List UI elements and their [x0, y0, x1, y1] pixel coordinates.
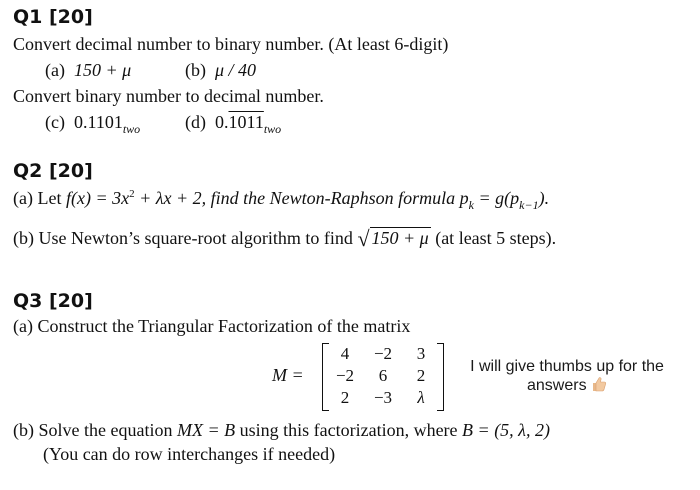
q1-part-d	[185, 112, 282, 136]
q1-header: Q1 [20]	[13, 6, 93, 28]
q1-b-label: (b)	[185, 60, 206, 80]
q1-instruction-1: Convert decimal number to binary number. (At least 6-digit)	[13, 34, 449, 54]
matrix-cell: −2	[373, 344, 393, 363]
q2-a-func: f(x) = 3x	[65, 188, 130, 208]
q1-d-subscript: two	[263, 122, 282, 136]
q2-header: Q2 [20]	[13, 160, 93, 182]
q2-a-formula-mid: = g(p	[478, 188, 520, 208]
q1-c-label: (c)	[45, 112, 65, 132]
q2-b-tail: (at least 5 steps).	[435, 228, 557, 248]
note-line-2: answers	[452, 376, 682, 395]
q2-b-text: (b) Use Newton’s square-root algorithm to find	[13, 228, 353, 248]
q2-part-b	[13, 224, 556, 250]
sqrt-expression	[357, 224, 430, 250]
q3-b-prefix: (b) Solve the equation	[13, 420, 173, 440]
matrix-label: M =	[272, 365, 304, 385]
matrix-cell: λ	[417, 388, 425, 407]
q1-a-expr: 150 + μ	[73, 60, 132, 80]
matrix-cell: 3	[416, 344, 426, 363]
q3-b-vector: B = (5, λ, 2)	[462, 420, 550, 440]
matrix-cell: 2	[340, 388, 350, 407]
q1-b-expr: μ / 40	[215, 60, 257, 80]
q2-a-sub1: k	[468, 198, 474, 212]
q2-a-rest: + λx + 2, find the Newton-Raphson formula	[139, 188, 456, 208]
matrix-right-bracket	[437, 343, 444, 411]
q2-a-formula: p	[459, 188, 469, 208]
note-line-1: I will give thumbs up for the	[470, 358, 664, 375]
q2-part-a	[13, 188, 550, 212]
q2-a-prefix: (a) Let	[13, 188, 62, 208]
q1-part-c	[45, 112, 141, 136]
thumbs-up-icon	[591, 376, 607, 392]
q1-part-b	[185, 60, 256, 81]
q3-part-b	[13, 420, 550, 441]
q2-a-exp: 2	[129, 188, 135, 200]
radical-sign: √	[357, 226, 370, 251]
q3-b-note: (You can do row interchanges if needed)	[43, 444, 336, 464]
q3-b-equation: MX = B	[176, 420, 236, 440]
matrix-cell: 2	[416, 366, 426, 385]
q3-part-a: (a) Construct the Triangular Factorization of the matrix	[13, 316, 411, 336]
matrix-cell: −2	[335, 366, 355, 385]
q2-b-radicand: 150 + μ	[371, 228, 429, 248]
q1-d-label: (d)	[185, 112, 206, 132]
q1-a-label: (a)	[45, 60, 65, 80]
matrix-m	[322, 343, 444, 411]
q1-c-value: 0.1101	[73, 112, 123, 132]
matrix-cell: −3	[373, 388, 393, 407]
q2-a-formula-end: ).	[538, 188, 550, 208]
q1-part-a	[45, 60, 131, 81]
q1-instruction-2: Convert binary number to decimal number.	[13, 86, 324, 106]
matrix-cell: 6	[378, 366, 388, 385]
q1-c-subscript: two	[122, 122, 141, 136]
q3-header: Q3 [20]	[13, 290, 93, 312]
thumbs-up-note	[452, 358, 682, 395]
q2-a-sub2: k−1	[519, 198, 539, 212]
matrix-cell: 4	[340, 344, 350, 363]
q1-d-prefix: 0.	[215, 112, 229, 132]
q1-d-repeat: 1011	[228, 112, 264, 132]
q3-b-mid: using this factorization, where	[239, 420, 458, 440]
